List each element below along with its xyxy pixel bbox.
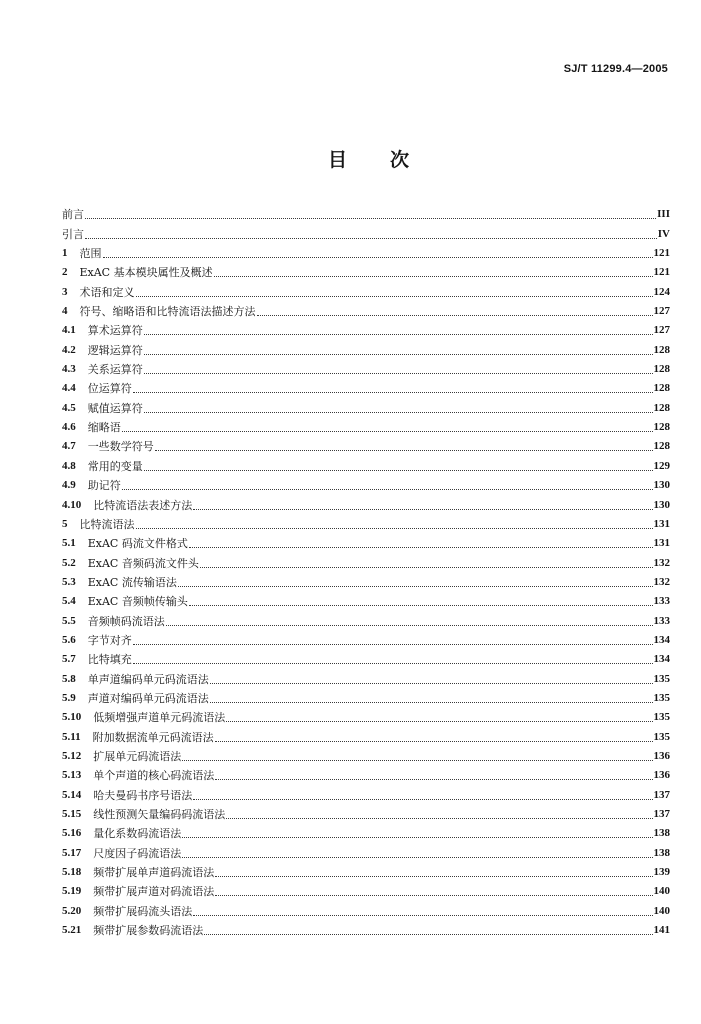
toc-entry-page: 128 bbox=[653, 401, 670, 414]
toc-entry-page: 130 bbox=[653, 479, 670, 492]
toc-entry-title: ExAC 基本模块属性及概述 bbox=[79, 266, 213, 280]
toc-entry-page: 133 bbox=[653, 595, 670, 608]
toc-entry-title: 比特填充 bbox=[87, 653, 132, 667]
dot-leader bbox=[215, 895, 652, 896]
dot-leader bbox=[193, 915, 652, 916]
toc-entry-page: 140 bbox=[653, 904, 670, 917]
toc-entry-title: 术语和定义 bbox=[79, 285, 135, 299]
toc-entry-number: 4.4 bbox=[62, 382, 76, 395]
toc-entry-page: 134 bbox=[653, 653, 670, 666]
dot-leader bbox=[257, 315, 653, 316]
toc-entry-title: 线性预测矢量编码码流语法 bbox=[93, 808, 226, 821]
dot-leader bbox=[133, 392, 653, 393]
toc-entry-page: 135 bbox=[653, 691, 670, 704]
toc-entry-page: 128 bbox=[653, 363, 670, 376]
toc-entry-page: 137 bbox=[653, 808, 670, 820]
dot-leader bbox=[193, 799, 652, 800]
dot-leader bbox=[133, 644, 653, 645]
toc-entry-number: 5.15 bbox=[62, 808, 82, 820]
toc-entry[interactable] bbox=[62, 727, 670, 746]
page-title: 目 次 bbox=[328, 149, 422, 171]
toc-entry-page: 141 bbox=[653, 924, 670, 937]
toc-entry-number: 3 bbox=[62, 285, 68, 298]
toc-entry-title: 一些数学符号 bbox=[87, 440, 154, 454]
dot-leader bbox=[85, 238, 657, 239]
toc-entry-page: 139 bbox=[653, 866, 670, 879]
toc-entry[interactable] bbox=[62, 805, 670, 824]
toc-entry[interactable] bbox=[62, 456, 670, 475]
toc-entry-title: 引言 bbox=[62, 227, 84, 241]
dot-leader bbox=[133, 663, 653, 664]
dot-leader bbox=[193, 509, 652, 510]
toc-entry-number: 4.10 bbox=[62, 498, 82, 511]
toc-entry-page: III bbox=[657, 208, 670, 221]
toc-entry-number: 4.1 bbox=[62, 324, 76, 337]
toc-entry-page: 134 bbox=[653, 633, 670, 646]
toc-entry-title: 字节对齐 bbox=[87, 633, 132, 647]
toc-entry-title: 音频帧码流语法 bbox=[87, 614, 165, 628]
toc-entry-page: 138 bbox=[653, 846, 670, 859]
toc-entry-title: ExAC 码流文件格式 bbox=[87, 537, 188, 551]
toc-entry-title: 比特流语法 bbox=[79, 517, 135, 531]
dot-leader bbox=[178, 586, 653, 587]
toc-entry-number: 5.7 bbox=[62, 653, 76, 666]
toc-entry-title: ExAC 音频帧传输头 bbox=[87, 595, 188, 609]
toc-entry-number: 5.17 bbox=[62, 846, 82, 859]
toc-entry-title: 位运算符 bbox=[87, 382, 132, 396]
dot-leader bbox=[136, 296, 653, 297]
toc-entry-page: 128 bbox=[653, 382, 670, 395]
toc-entry-number: 5.20 bbox=[62, 904, 82, 917]
dot-leader bbox=[166, 625, 653, 626]
toc-entry[interactable] bbox=[62, 398, 670, 417]
toc-entry[interactable] bbox=[62, 611, 670, 630]
toc-entry[interactable] bbox=[62, 418, 670, 437]
toc-entry-page: 128 bbox=[653, 440, 670, 453]
dot-leader bbox=[144, 412, 653, 413]
toc-entry-number: 5.6 bbox=[62, 633, 76, 646]
toc-entry-number: 4.2 bbox=[62, 343, 76, 356]
toc-entry-number: 5.16 bbox=[62, 827, 82, 840]
toc-entry-title: 单个声道的核心码流语法 bbox=[93, 769, 215, 783]
toc-entry-title: 低频增强声道单元码流语法 bbox=[93, 711, 226, 725]
toc-entry-number: 5.18 bbox=[62, 866, 82, 879]
toc-entry[interactable] bbox=[62, 766, 670, 785]
toc-entry[interactable] bbox=[62, 882, 670, 901]
toc-entry-page: 121 bbox=[653, 247, 670, 260]
dot-leader bbox=[122, 431, 653, 432]
toc-entry[interactable] bbox=[62, 534, 670, 553]
toc-entry-title: 频带扩展码流头语法 bbox=[93, 904, 193, 918]
dot-leader bbox=[189, 547, 653, 548]
toc-entry-page: 128 bbox=[653, 343, 670, 356]
toc-entry-title: 附加数据流单元码流语法 bbox=[92, 730, 214, 744]
dot-leader bbox=[144, 470, 653, 471]
toc-entry-title: 哈夫曼码书序号语法 bbox=[93, 788, 193, 802]
toc-entry[interactable] bbox=[62, 244, 670, 263]
toc-entry-title: 关系运算符 bbox=[87, 363, 143, 377]
toc-entry-number: 5.12 bbox=[62, 749, 82, 762]
toc-entry[interactable] bbox=[62, 824, 670, 843]
toc-entry-number: 4.7 bbox=[62, 440, 76, 453]
toc-entry[interactable] bbox=[62, 302, 670, 321]
toc-entry-page: 132 bbox=[653, 575, 670, 588]
toc-entry-number: 5.10 bbox=[62, 711, 82, 724]
dot-leader bbox=[214, 276, 653, 277]
dot-leader bbox=[144, 334, 653, 335]
dot-leader bbox=[155, 450, 653, 451]
toc-entry-number: 4.5 bbox=[62, 401, 76, 414]
toc-entry-page: 132 bbox=[653, 556, 670, 569]
toc-entry[interactable] bbox=[62, 379, 670, 398]
toc-entry-page: 129 bbox=[653, 459, 670, 472]
toc-entry-title: ExAC 流传输语法 bbox=[87, 575, 177, 589]
dot-leader bbox=[182, 837, 652, 838]
toc-entry-number: 5.19 bbox=[62, 885, 82, 898]
toc-entry-title: 符号、缩略语和比特流语法描述方法 bbox=[79, 305, 256, 319]
dot-leader bbox=[189, 605, 653, 606]
toc-entry-number: 4.3 bbox=[62, 363, 76, 376]
toc-entry[interactable] bbox=[62, 282, 670, 301]
toc-entry-number: 5.4 bbox=[62, 595, 76, 608]
toc-entry-page: 127 bbox=[653, 324, 670, 337]
toc-entry-title: 算术运算符 bbox=[87, 324, 143, 338]
dot-leader bbox=[215, 741, 653, 742]
toc-entry[interactable] bbox=[62, 205, 670, 224]
toc-entry-title: 逻辑运算符 bbox=[87, 343, 143, 357]
dot-leader bbox=[144, 354, 653, 355]
dot-leader bbox=[103, 257, 653, 258]
toc-entry-title: 单声道编码单元码流语法 bbox=[87, 672, 209, 686]
toc-entry[interactable] bbox=[62, 573, 670, 592]
toc-entry-page: 135 bbox=[653, 730, 670, 743]
toc-entry-number: 4 bbox=[62, 305, 68, 318]
toc-entry-title: 前言 bbox=[62, 208, 84, 222]
toc-entry-page: 124 bbox=[653, 285, 670, 298]
toc-entry-page: 138 bbox=[653, 827, 670, 840]
toc-entry-page: 131 bbox=[653, 537, 670, 550]
dot-leader bbox=[136, 528, 653, 529]
toc-entry-number: 5.3 bbox=[62, 575, 76, 588]
toc-entry[interactable] bbox=[62, 785, 670, 804]
toc-entry-page: 121 bbox=[653, 266, 670, 279]
dot-leader bbox=[204, 934, 652, 935]
dot-leader bbox=[215, 779, 652, 780]
toc-entry-title: 比特流语法表述方法 bbox=[93, 498, 193, 512]
toc-entry[interactable] bbox=[62, 843, 670, 862]
toc-entry[interactable] bbox=[62, 901, 670, 920]
toc-entry-number: 4.9 bbox=[62, 479, 76, 492]
toc-entry-page: 127 bbox=[653, 305, 670, 318]
standard-number: SJ/T 11299.4—2005 bbox=[563, 63, 668, 75]
toc-entry-title: 常用的变量 bbox=[87, 459, 143, 473]
toc-entry[interactable] bbox=[62, 669, 670, 688]
toc-entry-number: 5.9 bbox=[62, 691, 76, 704]
dot-leader bbox=[85, 218, 656, 219]
toc-entry[interactable] bbox=[62, 650, 670, 669]
toc-entry-number: 5.8 bbox=[62, 672, 76, 685]
dot-leader bbox=[215, 876, 652, 877]
toc-entry-page: 136 bbox=[653, 769, 670, 782]
toc-entry-page: 137 bbox=[653, 788, 670, 801]
toc-entry-title: 缩略语 bbox=[87, 421, 121, 435]
toc-entry-title: 频带扩展参数码流语法 bbox=[93, 924, 204, 938]
dot-leader bbox=[226, 818, 652, 819]
toc-entry-number: 1 bbox=[62, 247, 68, 260]
toc-entry-page: IV bbox=[657, 227, 670, 240]
toc-entry-number: 4.8 bbox=[62, 459, 76, 472]
toc-entry-number: 5.5 bbox=[62, 614, 76, 627]
toc-entry[interactable] bbox=[62, 921, 670, 940]
toc-entry[interactable] bbox=[62, 592, 670, 611]
toc-entry-title: 扩展单元码流语法 bbox=[93, 749, 182, 763]
toc-entry-number: 4.6 bbox=[62, 421, 76, 434]
toc-entry-title: 助记符 bbox=[87, 479, 121, 493]
toc-entry-page: 128 bbox=[653, 421, 670, 434]
toc-entry-title: ExAC 音频码流文件头 bbox=[87, 556, 199, 570]
toc-entry[interactable] bbox=[62, 224, 670, 243]
toc-entry[interactable] bbox=[62, 495, 670, 514]
toc-entry-title: 范围 bbox=[79, 247, 102, 261]
toc-entry-number: 2 bbox=[62, 266, 68, 279]
toc-entry-title: 频带扩展单声道码流语法 bbox=[93, 866, 215, 880]
toc-entry-page: 130 bbox=[653, 498, 670, 511]
toc-entry[interactable] bbox=[62, 360, 670, 379]
toc-entry-number: 5.2 bbox=[62, 556, 76, 569]
toc-entry-number: 5 bbox=[62, 517, 68, 530]
toc-entry[interactable] bbox=[62, 437, 670, 456]
toc-entry-page: 135 bbox=[653, 672, 670, 685]
toc-entry-number: 5.14 bbox=[62, 788, 82, 801]
dot-leader bbox=[182, 760, 652, 761]
toc-entry-number: 5.21 bbox=[62, 924, 82, 937]
toc-entry-page: 140 bbox=[653, 885, 670, 898]
toc-entry-page: 133 bbox=[653, 614, 670, 627]
toc-entry[interactable] bbox=[62, 631, 670, 650]
toc-entry-title: 声道对编码单元码流语法 bbox=[87, 691, 209, 705]
toc-entry[interactable] bbox=[62, 689, 670, 708]
toc-entry[interactable] bbox=[62, 476, 670, 495]
toc-entry-number: 5.13 bbox=[62, 769, 82, 782]
toc-entry[interactable] bbox=[62, 553, 670, 572]
toc-entry[interactable] bbox=[62, 708, 670, 727]
toc-entry-title: 尺度因子码流语法 bbox=[93, 846, 182, 860]
dot-leader bbox=[122, 489, 653, 490]
toc-entry[interactable] bbox=[62, 747, 670, 766]
toc-entry-title: 频带扩展声道对码流语法 bbox=[93, 885, 215, 899]
toc-entry[interactable] bbox=[62, 340, 670, 359]
dot-leader bbox=[210, 683, 653, 684]
toc-entry-number: 5.1 bbox=[62, 537, 76, 550]
toc-entry-title: 量化系数码流语法 bbox=[93, 827, 182, 841]
toc-entry-title: 赋值运算符 bbox=[87, 401, 143, 415]
toc-entry-page: 131 bbox=[653, 517, 670, 530]
table-of-contents bbox=[62, 205, 670, 940]
dot-leader bbox=[182, 857, 652, 858]
toc-entry-page: 136 bbox=[653, 749, 670, 762]
toc-entry-page: 135 bbox=[653, 711, 670, 724]
toc-entry[interactable] bbox=[62, 263, 670, 282]
toc-entry[interactable] bbox=[62, 321, 670, 340]
toc-entry[interactable] bbox=[62, 863, 670, 882]
toc-entry-number: 5.11 bbox=[62, 730, 81, 743]
dot-leader bbox=[144, 373, 653, 374]
toc-entry[interactable] bbox=[62, 515, 670, 534]
dot-leader bbox=[200, 567, 653, 568]
dot-leader bbox=[226, 721, 652, 722]
dot-leader bbox=[210, 702, 653, 703]
